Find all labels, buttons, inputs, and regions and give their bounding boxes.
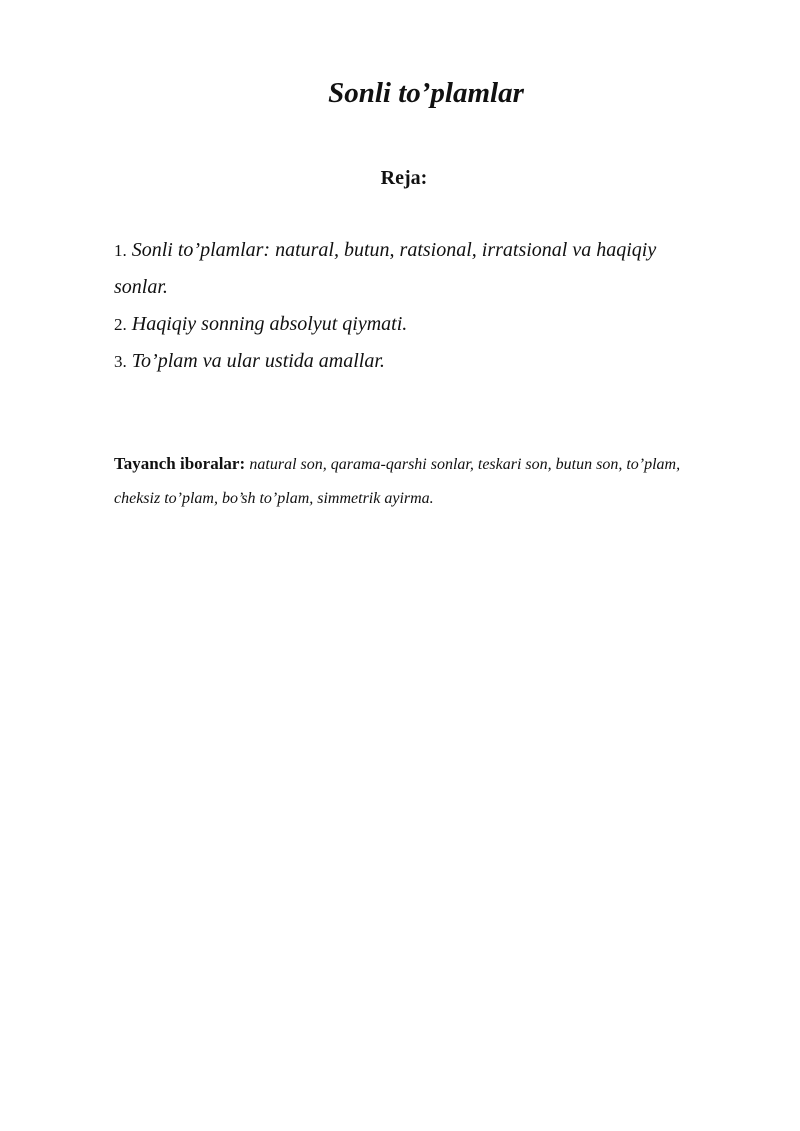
plan-item-text: Haqiqiy sonning absolyut qiymati. — [131, 313, 408, 335]
keywords-paragraph — [114, 447, 704, 515]
plan-item-text: Sonli to’plamlar: natural, butun, ratsional, irratsional va haqiqiy sonlar. — [114, 239, 657, 298]
page-title: Sonli to’plamlar — [328, 77, 524, 109]
plan-item — [114, 306, 714, 343]
keywords-label: Tayanch iboralar: — [114, 454, 246, 473]
keywords-text: natural son, qarama-qarshi sonlar, teskari son, butun son, to’plam, cheksiz to’plam, bo’sh to’plam, simmetrik ayirma. — [114, 456, 681, 507]
plan-item — [114, 343, 714, 380]
plan-item-text: To’plam va ular ustida amallar. — [131, 350, 385, 372]
plan-heading: Reja: — [380, 167, 428, 189]
plan-item-number: 1. — [114, 241, 127, 260]
plan-item — [114, 232, 714, 306]
plan-list — [114, 232, 714, 380]
plan-item-number: 3. — [114, 352, 127, 371]
plan-item-number: 2. — [114, 315, 127, 334]
